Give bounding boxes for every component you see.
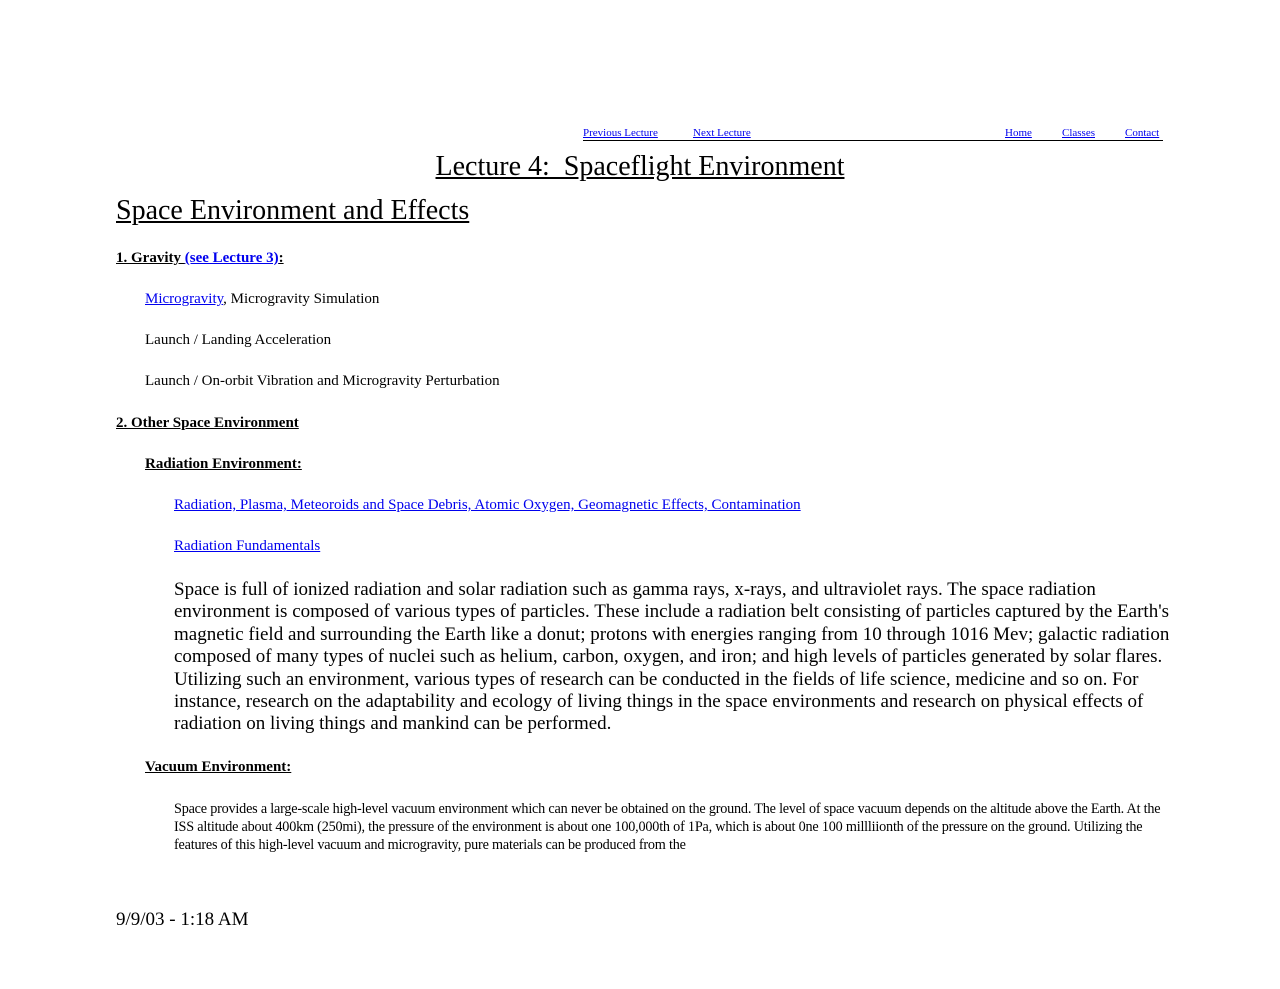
section-title: Space Environment and Effects (116, 195, 470, 226)
home-link[interactable]: Home (1005, 127, 1032, 139)
top-navigation (583, 126, 1163, 141)
other-environment-heading: 2. Other Space Environment (116, 415, 299, 431)
launch-landing-item: Launch / Landing Acceleration (145, 332, 332, 348)
classes-link[interactable]: Classes (1062, 127, 1095, 139)
gravity-heading-colon: : (278, 250, 284, 266)
vacuum-paragraph: Space provides a large-scale high-level vacuum environment which can never be obtained on the ground. The level of space vacuum depends on the altitude above the Earth. At the ISS altitude about 400km (250mi), the pressure of the environment is about one 100,000th of 1Pa, which is about 0ne 100 millliionth of the pressure on the ground. Utilizing the features of this high-level vacuum and microgravity, pure materials can be produced from the (174, 801, 1161, 853)
microgravity-link[interactable]: Microgravity (145, 291, 224, 307)
radiation-fundamentals-link[interactable]: Radiation Fundamentals (174, 538, 321, 554)
radiation-heading: Radiation Environment: (145, 456, 302, 472)
previous-lecture-link[interactable]: Previous Lecture (583, 127, 658, 139)
next-lecture-link[interactable]: Next Lecture (693, 127, 751, 139)
contact-link[interactable]: Contact (1125, 127, 1160, 139)
radiation-topics-item (174, 496, 801, 514)
gravity-heading-text: 1. Gravity (116, 250, 185, 266)
lecture-title: Lecture 4: Spaceflight Environment (435, 151, 845, 182)
see-lecture-3-link[interactable]: (see Lecture 3) (184, 250, 279, 266)
radiation-fundamentals-item (174, 537, 320, 555)
radiation-paragraph: Space is full of ionized radiation and solar radiation such as gamma rays, x-rays, and ultraviolet rays. The space radiation environment is composed of various types of particles. These include a radiation belt consisting of particles captured by the Earth's magnetic field and surrounding the Earth like a donut; protons with energies ranging from 10 through 1016 Mev; galactic radiation composed of many types of nuclei such as helium, carbon, oxygen, and iron; and high levels of particles generated by solar flares. Utilizing such an environment, various types of research can be conducted in the fields of life science, medicine and so on. For instance, research on the adaptability and ecology of living things in the space environments and research on physical effects of radiation on living things and mankind can be performed. (174, 579, 1170, 735)
footer-timestamp: 9/9/03 - 1:18 AM (116, 909, 249, 930)
vibration-item: Launch / On-orbit Vibration and Microgravity Perturbation (145, 373, 500, 389)
microgravity-simulation-text: , Microgravity Simulation (223, 291, 380, 307)
radiation-topics-link[interactable]: Radiation, Plasma, Meteoroids and Space Debris, Atomic Oxygen, Geomagnetic Effects, Contamination (174, 497, 801, 513)
microgravity-item (145, 290, 379, 308)
vacuum-heading: Vacuum Environment: (145, 759, 292, 775)
gravity-heading (116, 249, 284, 267)
